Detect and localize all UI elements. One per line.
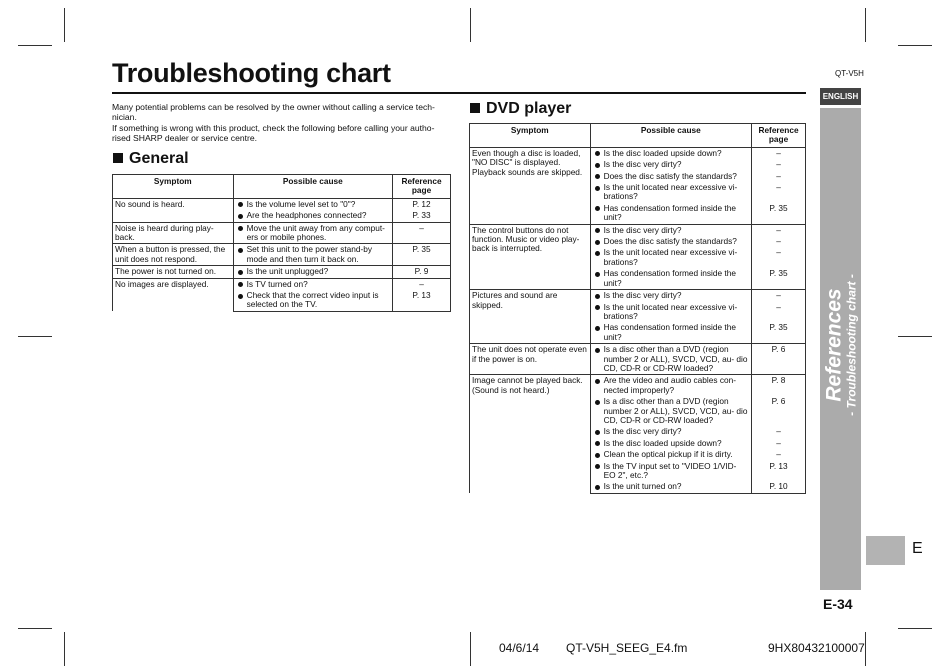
table-row: [113, 278, 451, 290]
cause-cell: [590, 481, 751, 493]
table-header-row: [113, 175, 451, 199]
cause-cell: [590, 438, 751, 449]
table-row: [470, 147, 806, 159]
symptom-cell: No sound is heard.: [113, 198, 234, 222]
footer-code: 9HX80432100007: [768, 641, 865, 655]
cause-cell: [590, 159, 751, 170]
cause-item: Is the disc very dirty?: [593, 226, 749, 235]
cause-cell: [590, 268, 751, 289]
symptom-cell: The unit does not operate even if the power is on.: [470, 344, 591, 375]
crop-mark: [470, 8, 471, 42]
crop-mark: [18, 336, 52, 337]
reference-cell: P. 6: [752, 344, 806, 375]
column-header: Symptom: [470, 124, 591, 148]
general-heading: [113, 150, 189, 168]
cause-cell: [233, 210, 392, 222]
reference-cell: P. 10: [752, 481, 806, 493]
reference-cell: P. 35: [752, 203, 806, 224]
table-row: [470, 224, 806, 236]
reference-cell: P. 8: [752, 375, 806, 396]
cause-item: Set this unit to the power stand-by mode and then turn it back on.: [236, 245, 390, 264]
column-header: Possible cause: [233, 175, 392, 199]
crop-mark: [865, 632, 866, 666]
reference-cell: P. 9: [393, 266, 451, 278]
cause-item: Is the disc very dirty?: [593, 427, 749, 436]
reference-cell: –: [752, 302, 806, 323]
reference-cell: –: [752, 247, 806, 268]
table-row: [113, 198, 451, 210]
cause-item: Is the disc very dirty?: [593, 160, 749, 169]
intro-text: [112, 102, 452, 144]
crop-mark: [64, 8, 65, 42]
cause-cell: [590, 449, 751, 460]
cause-item: Has condensation formed inside the unit?: [593, 269, 749, 288]
cause-item: Is the disc very dirty?: [593, 291, 749, 300]
cause-cell: [590, 147, 751, 159]
cause-cell: [590, 302, 751, 323]
cause-cell: [233, 222, 392, 244]
cause-item: Are the headphones connected?: [236, 211, 390, 220]
reference-cell: –: [752, 171, 806, 182]
square-bullet-icon: [113, 153, 123, 163]
cause-item: Are the video and audio cables con- nected improperly?: [593, 376, 749, 395]
intro-paragraph: Many potential problems can be resolved by the owner without calling a service tech- nician.: [112, 102, 435, 123]
cause-item: Is the unit located near excessive vi- brations?: [593, 183, 749, 202]
cause-item: Does the disc satisfy the standards?: [593, 172, 749, 181]
cause-cell: [233, 278, 392, 290]
table-row: [113, 266, 451, 278]
language-tab: ENGLISH: [820, 88, 861, 105]
crop-mark: [18, 45, 52, 46]
cause-item: Is a disc other than a DVD (region number 2 or ALL), SVCD, VCD, au- dio CD, CD-R or CD-RW loaded?: [593, 345, 749, 373]
reference-cell: P. 35: [393, 244, 451, 266]
symptom-cell: The control buttons do not function. Music or video play- back is interrupted.: [470, 224, 591, 289]
reference-cell: P. 35: [752, 322, 806, 343]
crop-mark: [898, 336, 932, 337]
reference-cell: –: [752, 182, 806, 203]
general-heading-text: General: [129, 150, 189, 167]
table-row: [470, 344, 806, 375]
cause-item: Is the disc loaded upside down?: [593, 439, 749, 448]
reference-cell: –: [752, 147, 806, 159]
cause-cell: [233, 198, 392, 210]
cause-cell: [590, 461, 751, 482]
cause-item: Has condensation formed inside the unit?: [593, 204, 749, 223]
crop-mark: [64, 632, 65, 666]
cause-item: Is the unit located near excessive vi- brations?: [593, 303, 749, 322]
cause-item: Is the volume level set to "0"?: [236, 200, 390, 209]
cause-cell: [590, 203, 751, 224]
intro-paragraph: If something is wrong with this product, check the following before calling your autho- rised SHARP dealer or service centre.: [112, 122, 435, 144]
cause-cell: [233, 244, 392, 266]
reference-cell: –: [752, 224, 806, 236]
table-header-row: [470, 124, 806, 148]
cause-item: Is the unit turned on?: [593, 482, 749, 491]
cause-item: Has condensation formed inside the unit?: [593, 323, 749, 342]
footer-file: QT-V5H_SEEG_E4.fm: [566, 641, 688, 655]
cause-cell: [590, 322, 751, 343]
cause-item: Is the disc loaded upside down?: [593, 149, 749, 158]
cause-item: Does the disc satisfy the standards?: [593, 237, 749, 246]
cause-cell: [233, 266, 392, 278]
reference-cell: –: [752, 290, 806, 302]
cause-cell: [590, 290, 751, 302]
general-troubleshooting-table: [112, 174, 451, 312]
dvd-heading: [470, 100, 571, 118]
symptom-cell: No images are displayed.: [113, 278, 234, 311]
cause-item: Move the unit away from any comput- ers or mobile phones.: [236, 224, 390, 243]
cause-item: Is the unit located near excessive vi- brations?: [593, 248, 749, 267]
reference-cell: –: [393, 222, 451, 244]
reference-cell: P. 35: [752, 268, 806, 289]
dvd-heading-text: DVD player: [486, 100, 572, 117]
crop-mark: [470, 632, 471, 666]
title-rule: [112, 92, 806, 94]
column-header: Reference page: [752, 124, 806, 148]
symptom-cell: When a button is pressed, the unit does not respond.: [113, 244, 234, 266]
page-title: Troubleshooting chart: [112, 58, 391, 88]
cause-cell: [233, 290, 392, 311]
table-row: [470, 290, 806, 302]
table-row: [113, 222, 451, 244]
symptom-cell: The power is not turned on.: [113, 266, 234, 278]
cause-cell: [590, 375, 751, 396]
symptom-cell: Noise is heard during play- back.: [113, 222, 234, 244]
reference-cell: –: [752, 159, 806, 170]
table-row: [470, 375, 806, 396]
column-header: Symptom: [113, 175, 234, 199]
cause-cell: [590, 224, 751, 236]
reference-cell: –: [752, 426, 806, 437]
sidebar-subsection: - Troubleshooting chart -: [844, 274, 859, 416]
symptom-cell: Image cannot be played back. (Sound is not heard.): [470, 375, 591, 493]
reference-cell: P. 13: [752, 461, 806, 482]
reference-cell: –: [752, 236, 806, 247]
reference-cell: –: [752, 449, 806, 460]
sidebar-section: References: [822, 288, 846, 402]
cause-cell: [590, 182, 751, 203]
cause-cell: [590, 171, 751, 182]
cause-cell: [590, 236, 751, 247]
cause-cell: [590, 344, 751, 375]
square-bullet-icon: [470, 103, 480, 113]
page-number: E-34: [823, 596, 853, 612]
reference-cell: P. 13: [393, 290, 451, 311]
cause-item: Is a disc other than a DVD (region number 2 or ALL), SVCD, VCD, au- dio CD, CD-R or CD-RW loaded?: [593, 397, 749, 425]
footer-date: 04/6/14: [499, 641, 540, 655]
column-header: Possible cause: [590, 124, 751, 148]
crop-mark: [898, 628, 932, 629]
symptom-cell: Pictures and sound are skipped.: [470, 290, 591, 344]
cause-cell: [590, 396, 751, 426]
model-code: QT-V5H: [835, 69, 864, 78]
symptom-cell: Even though a disc is loaded, "NO DISC" is displayed. Playback sounds are skipped.: [470, 147, 591, 224]
cause-cell: [590, 426, 751, 437]
crop-mark: [18, 628, 52, 629]
crop-mark: [898, 45, 932, 46]
cause-item: Is TV turned on?: [236, 280, 390, 289]
language-letter-box: [866, 536, 905, 565]
cause-item: Is the TV input set to "VIDEO 1/VID- EO 2", etc.?: [593, 462, 749, 481]
dvd-troubleshooting-table: [469, 123, 806, 494]
reference-cell: P. 12: [393, 198, 451, 210]
language-letter: E: [912, 540, 923, 557]
column-header: Reference page: [393, 175, 451, 199]
sidebar-section-label: [824, 274, 859, 416]
cause-item: Clean the optical pickup if it is dirty.: [593, 450, 749, 459]
crop-mark: [865, 8, 866, 42]
table-row: [113, 244, 451, 266]
cause-item: Check that the correct video input is selected on the TV.: [236, 291, 390, 310]
reference-cell: P. 6: [752, 396, 806, 426]
reference-cell: P. 33: [393, 210, 451, 222]
cause-cell: [590, 247, 751, 268]
cause-item: Is the unit unplugged?: [236, 267, 390, 276]
reference-cell: –: [393, 278, 451, 290]
reference-cell: –: [752, 438, 806, 449]
